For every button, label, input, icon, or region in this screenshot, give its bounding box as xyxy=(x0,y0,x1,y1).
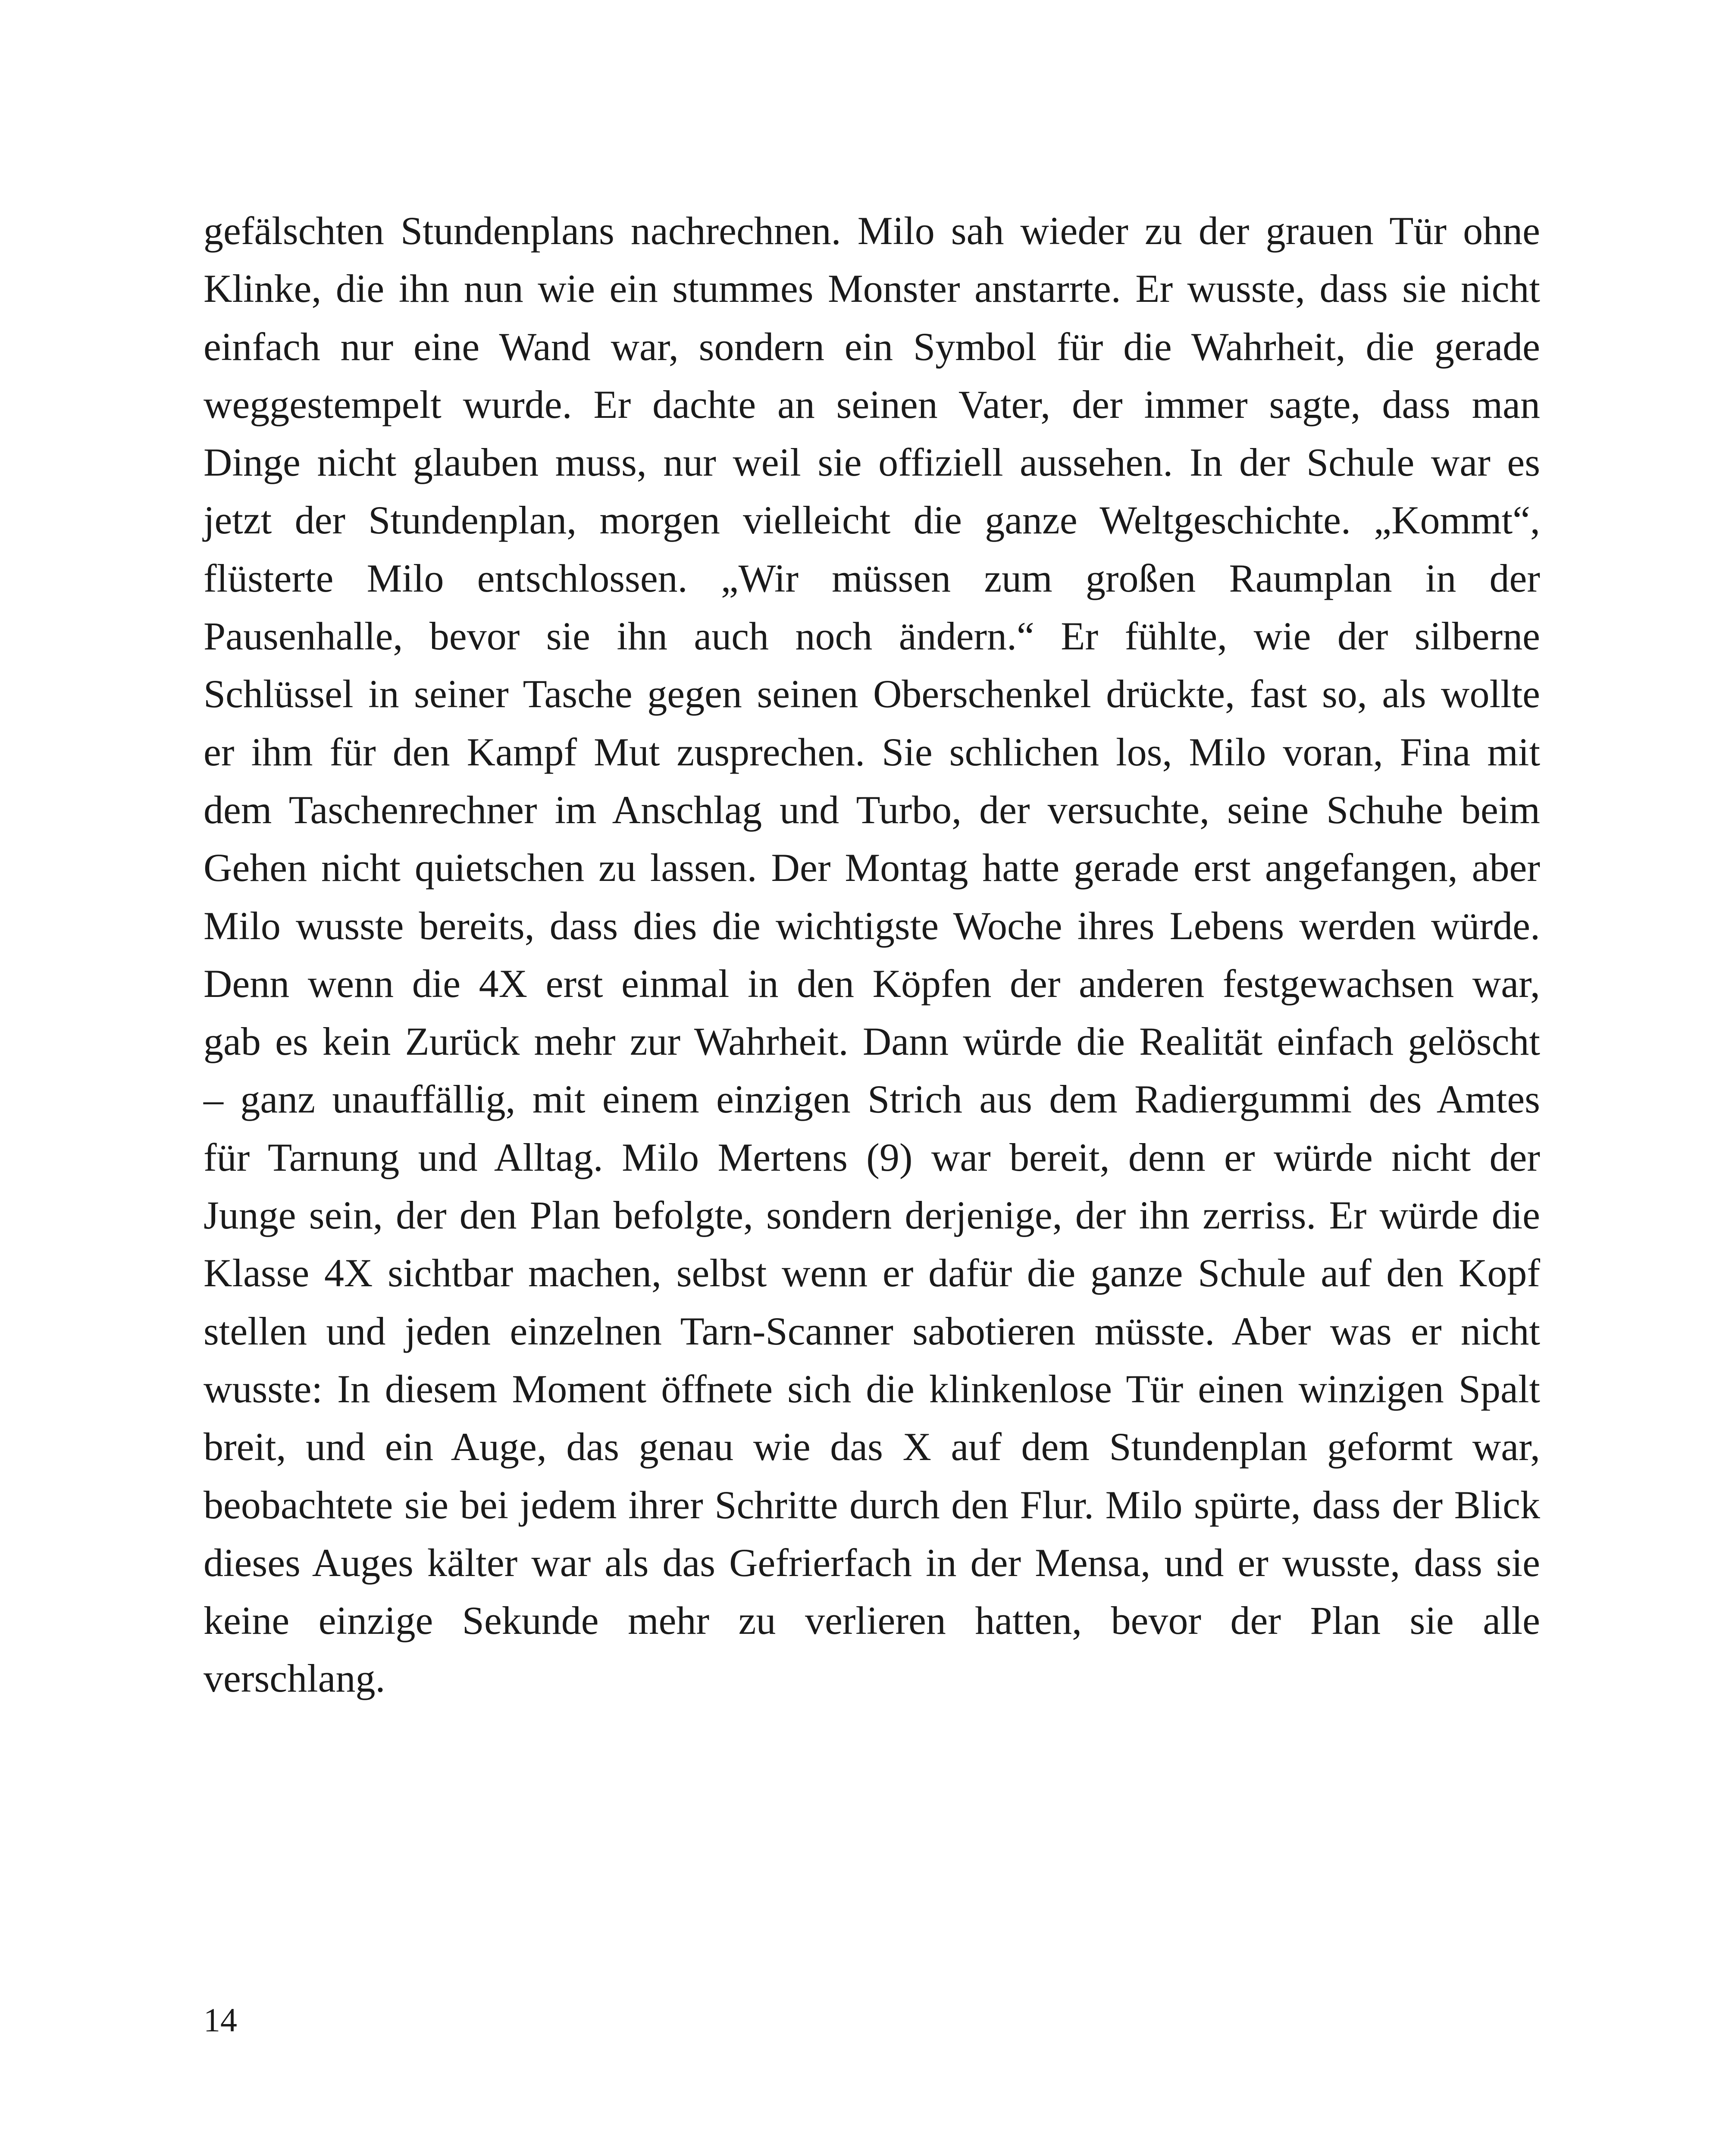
text-line: keine einzige Sekunde mehr zu verlieren hatten, bevor der Plan sie alle xyxy=(204,1598,1540,1643)
text-line: wusste: In diesem Moment öffnete sich die klinkenlose Tür einen winzigen Spalt xyxy=(204,1366,1540,1411)
text-line: jetzt der Stundenplan, morgen vielleicht die ganze Weltgeschichte. „Kommt“, xyxy=(204,498,1540,542)
text-line: – ganz unauffällig, mit einem einzigen Strich aus dem Radiergummi des Amtes xyxy=(204,1077,1540,1122)
text-line: er ihm für den Kampf Mut zusprechen. Sie schlichen los, Milo voran, Fina mit xyxy=(204,730,1540,774)
text-line: verschlang. xyxy=(204,1656,385,1701)
text-line: breit, und ein Auge, das genau wie das X auf dem Stundenplan geformt war, xyxy=(204,1425,1540,1469)
text-line: für Tarnung und Alltag. Milo Mertens (9) war bereit, denn er würde nicht der xyxy=(204,1135,1540,1179)
text-line: Pausenhalle, bevor sie ihn auch noch ändern.“ Er fühlte, wie der silberne xyxy=(204,614,1540,658)
text-line: Gehen nicht quietschen zu lassen. Der Montag hatte gerade erst angefangen, aber xyxy=(204,846,1540,890)
text-line: Denn wenn die 4X erst einmal in den Köpfen der anderen festgewachsen war, xyxy=(204,961,1540,1006)
text-line: gefälschten Stundenplans nachrechnen. Milo sah wieder zu der grauen Tür ohne xyxy=(204,209,1540,253)
text-line: stellen und jeden einzelnen Tarn-Scanner sabotieren müsste. Aber was er nicht xyxy=(204,1309,1540,1353)
text-line: dieses Auges kälter war als das Gefrierfach in der Mensa, und er wusste, dass sie xyxy=(204,1540,1540,1585)
text-line: Schlüssel in seiner Tasche gegen seinen Oberschenkel drückte, fast so, als wollte xyxy=(204,672,1540,716)
text-line: Dinge nicht glauben muss, nur weil sie offiziell aussehen. In der Schule war es xyxy=(204,440,1540,485)
text-line: einfach nur eine Wand war, sondern ein Symbol für die Wahrheit, die gerade xyxy=(204,324,1540,369)
text-line: dem Taschenrechner im Anschlag und Turbo, der versuchte, seine Schuhe beim xyxy=(204,787,1540,832)
body-text xyxy=(204,202,1540,1708)
page-number: 14 xyxy=(204,2001,237,2039)
text-line: Milo wusste bereits, dass dies die wichtigste Woche ihres Lebens werden würde. xyxy=(204,903,1540,948)
text-line: Klinke, die ihn nun wie ein stummes Monster anstarrte. Er wusste, dass sie nicht xyxy=(204,266,1540,311)
text-line: flüsterte Milo entschlossen. „Wir müssen zum großen Raumplan in der xyxy=(204,556,1540,600)
text-line: weggestempelt wurde. Er dachte an seinen Vater, der immer sagte, dass man xyxy=(204,382,1540,426)
text-line: gab es kein Zurück mehr zur Wahrheit. Dann würde die Realität einfach gelöscht xyxy=(204,1019,1540,1064)
text-line: Klasse 4X sichtbar machen, selbst wenn er dafür die ganze Schule auf den Kopf xyxy=(204,1251,1540,1295)
text-line: Junge sein, der den Plan befolgte, sondern derjenige, der ihn zerriss. Er würde die xyxy=(204,1193,1540,1238)
text-line: beobachtete sie bei jedem ihrer Schritte durch den Flur. Milo spürte, dass der Blick xyxy=(204,1482,1540,1527)
